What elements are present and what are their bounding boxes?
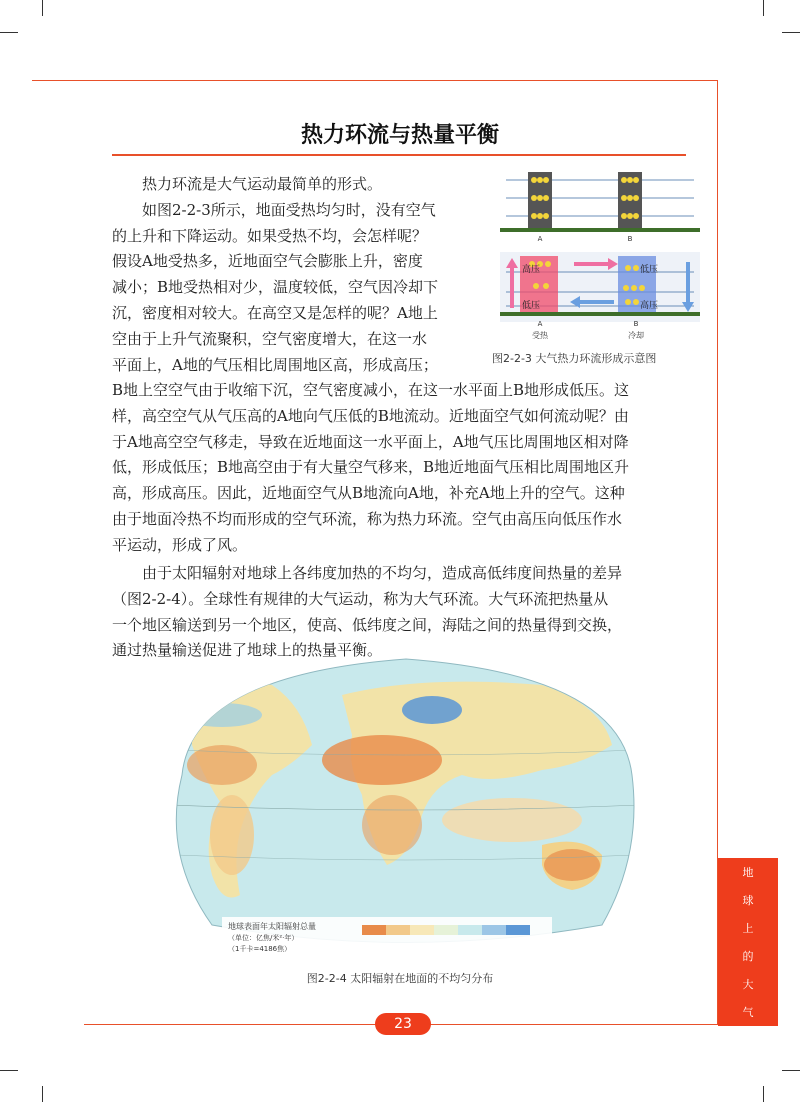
side-tab-char: 上	[742, 922, 754, 935]
crop-mark	[782, 1070, 800, 1071]
thermal-circulation-diagram	[500, 168, 700, 346]
crop-mark	[763, 0, 764, 16]
solar-radiation-map	[162, 655, 650, 960]
label-a-top: A	[537, 235, 543, 243]
text-line: 空由于上升气流聚积，空气密度增大，在这一水	[112, 329, 428, 348]
crop-mark	[763, 1086, 764, 1102]
text-line: 样，高空空气从气压高的A地向气压低的B地流动。近地面空气如何流动呢？由	[112, 406, 629, 425]
crop-mark	[42, 1086, 43, 1102]
legend-swatch	[362, 925, 386, 935]
text-line: 高，形成高压。因此，近地面空气从B地流向A地，补充A地上升的空气。这种	[112, 484, 625, 503]
legend-swatch	[386, 925, 410, 935]
page-number-badge: 23	[375, 1013, 431, 1035]
side-tab-char: 大	[742, 978, 754, 991]
label-high-left: 高压	[522, 265, 541, 275]
legend-swatch	[458, 925, 482, 935]
side-tab-char: 球	[742, 894, 754, 907]
warm-zone	[362, 795, 422, 855]
cold-zone	[402, 696, 462, 724]
label-heated: 受热	[532, 331, 548, 340]
text-line: 由于太阳辐射对地球上各纬度加热的不均匀，造成高低纬度间热量的差异	[142, 564, 623, 582]
paragraph-1-full	[112, 378, 688, 559]
text-line: 热力环流是大气运动最简单的形式。	[142, 175, 383, 193]
text-line: 沉，密度相对较大。在高空又是怎样的呢？A地上	[112, 303, 438, 322]
ground-line-top	[500, 228, 700, 232]
figure-2-2-3-caption: 图2-2-3 大气热力环流形成示意图	[492, 352, 657, 365]
label-low-left: 低压	[522, 301, 541, 311]
text-line: 于A地高空空气移走，导致在近地面这一水平面上，A地气压比周围地区相对降	[112, 432, 629, 451]
label-a-bottom: A	[537, 320, 543, 328]
paragraph-2	[112, 561, 688, 664]
legend-swatch	[434, 925, 458, 935]
cool-zone	[182, 703, 262, 727]
side-tab-char: 地	[742, 866, 754, 879]
crop-mark	[0, 32, 18, 33]
legend-unit: （单位：亿焦/米²·年）	[228, 934, 299, 942]
top-rule	[32, 80, 718, 81]
figure-2-2-4-caption: 图2-2-4 太阳辐射在地面的不均匀分布	[306, 972, 494, 985]
label-cooled: 冷却	[628, 331, 644, 340]
text-line: （图2-2-4）。全球性有规律的大气运动，称为大气环流。大气环流把热量从	[112, 589, 609, 608]
crop-mark	[782, 32, 800, 33]
text-line: 假设A地受热多，近地面空气会膨胀上升，密度	[112, 252, 423, 271]
chapter-side-tab	[718, 858, 778, 1026]
legend-swatch	[506, 925, 530, 935]
text-line: 由于地面冷热不均而形成的空气环流，称为热力环流。空气由高压向低压作水	[112, 509, 623, 528]
side-tab-char: 的	[742, 950, 754, 963]
legend-swatch	[410, 925, 434, 935]
hot-zone	[322, 735, 442, 785]
world-map-svg	[162, 655, 650, 960]
text-line: 平运动，形成了风。	[112, 535, 248, 554]
label-b-bottom: B	[633, 320, 639, 328]
text-line: 如图2-2-3所示，地面受热均匀时，没有空气	[142, 200, 436, 219]
hot-zone	[544, 849, 600, 881]
text-line: 一个地区输送到另一个地区，使高、低纬度之间，海陆之间的热量得到交换，	[112, 615, 623, 634]
text-line: B地上空空气由于收缩下沉，空气密度减小，在这一水平面上B地形成低压。这	[112, 381, 630, 399]
text-line: 平面上，A地的气压相比周围地区高，形成高压；	[112, 355, 438, 374]
text-line: 低，形成低压；B地高空由于有大量空气移来，B地近地面气压相比周围地区升	[112, 458, 630, 477]
text-line: 的上升和下降运动。如果受热不均，会怎样呢？	[112, 226, 428, 245]
ground-line-bottom	[500, 312, 700, 316]
legend-swatch	[482, 925, 506, 935]
legend-title: 地球表面年太阳辐射总量	[228, 922, 316, 931]
page-title: 热力环流与热量平衡	[300, 123, 499, 148]
text-line: 通过热量输送促进了地球上的热量平衡。	[112, 641, 383, 660]
map-legend	[222, 917, 552, 957]
label-b-top: B	[627, 235, 633, 243]
label-low-right: 低压	[640, 265, 659, 275]
text-line: 减小；B地受热相对少，温度较低，空气因冷却下	[112, 278, 439, 297]
paragraph-1-narrow	[112, 172, 482, 378]
label-high-right: 高压	[640, 301, 659, 311]
crop-mark	[42, 0, 43, 16]
legend-note: （1千卡=4186焦）	[228, 945, 292, 953]
ocean-warm-band	[442, 798, 582, 842]
side-tab-char: 气	[742, 1006, 754, 1019]
crop-mark	[0, 1070, 18, 1071]
title-underline	[112, 154, 686, 156]
thermal-circulation-svg	[500, 168, 700, 346]
